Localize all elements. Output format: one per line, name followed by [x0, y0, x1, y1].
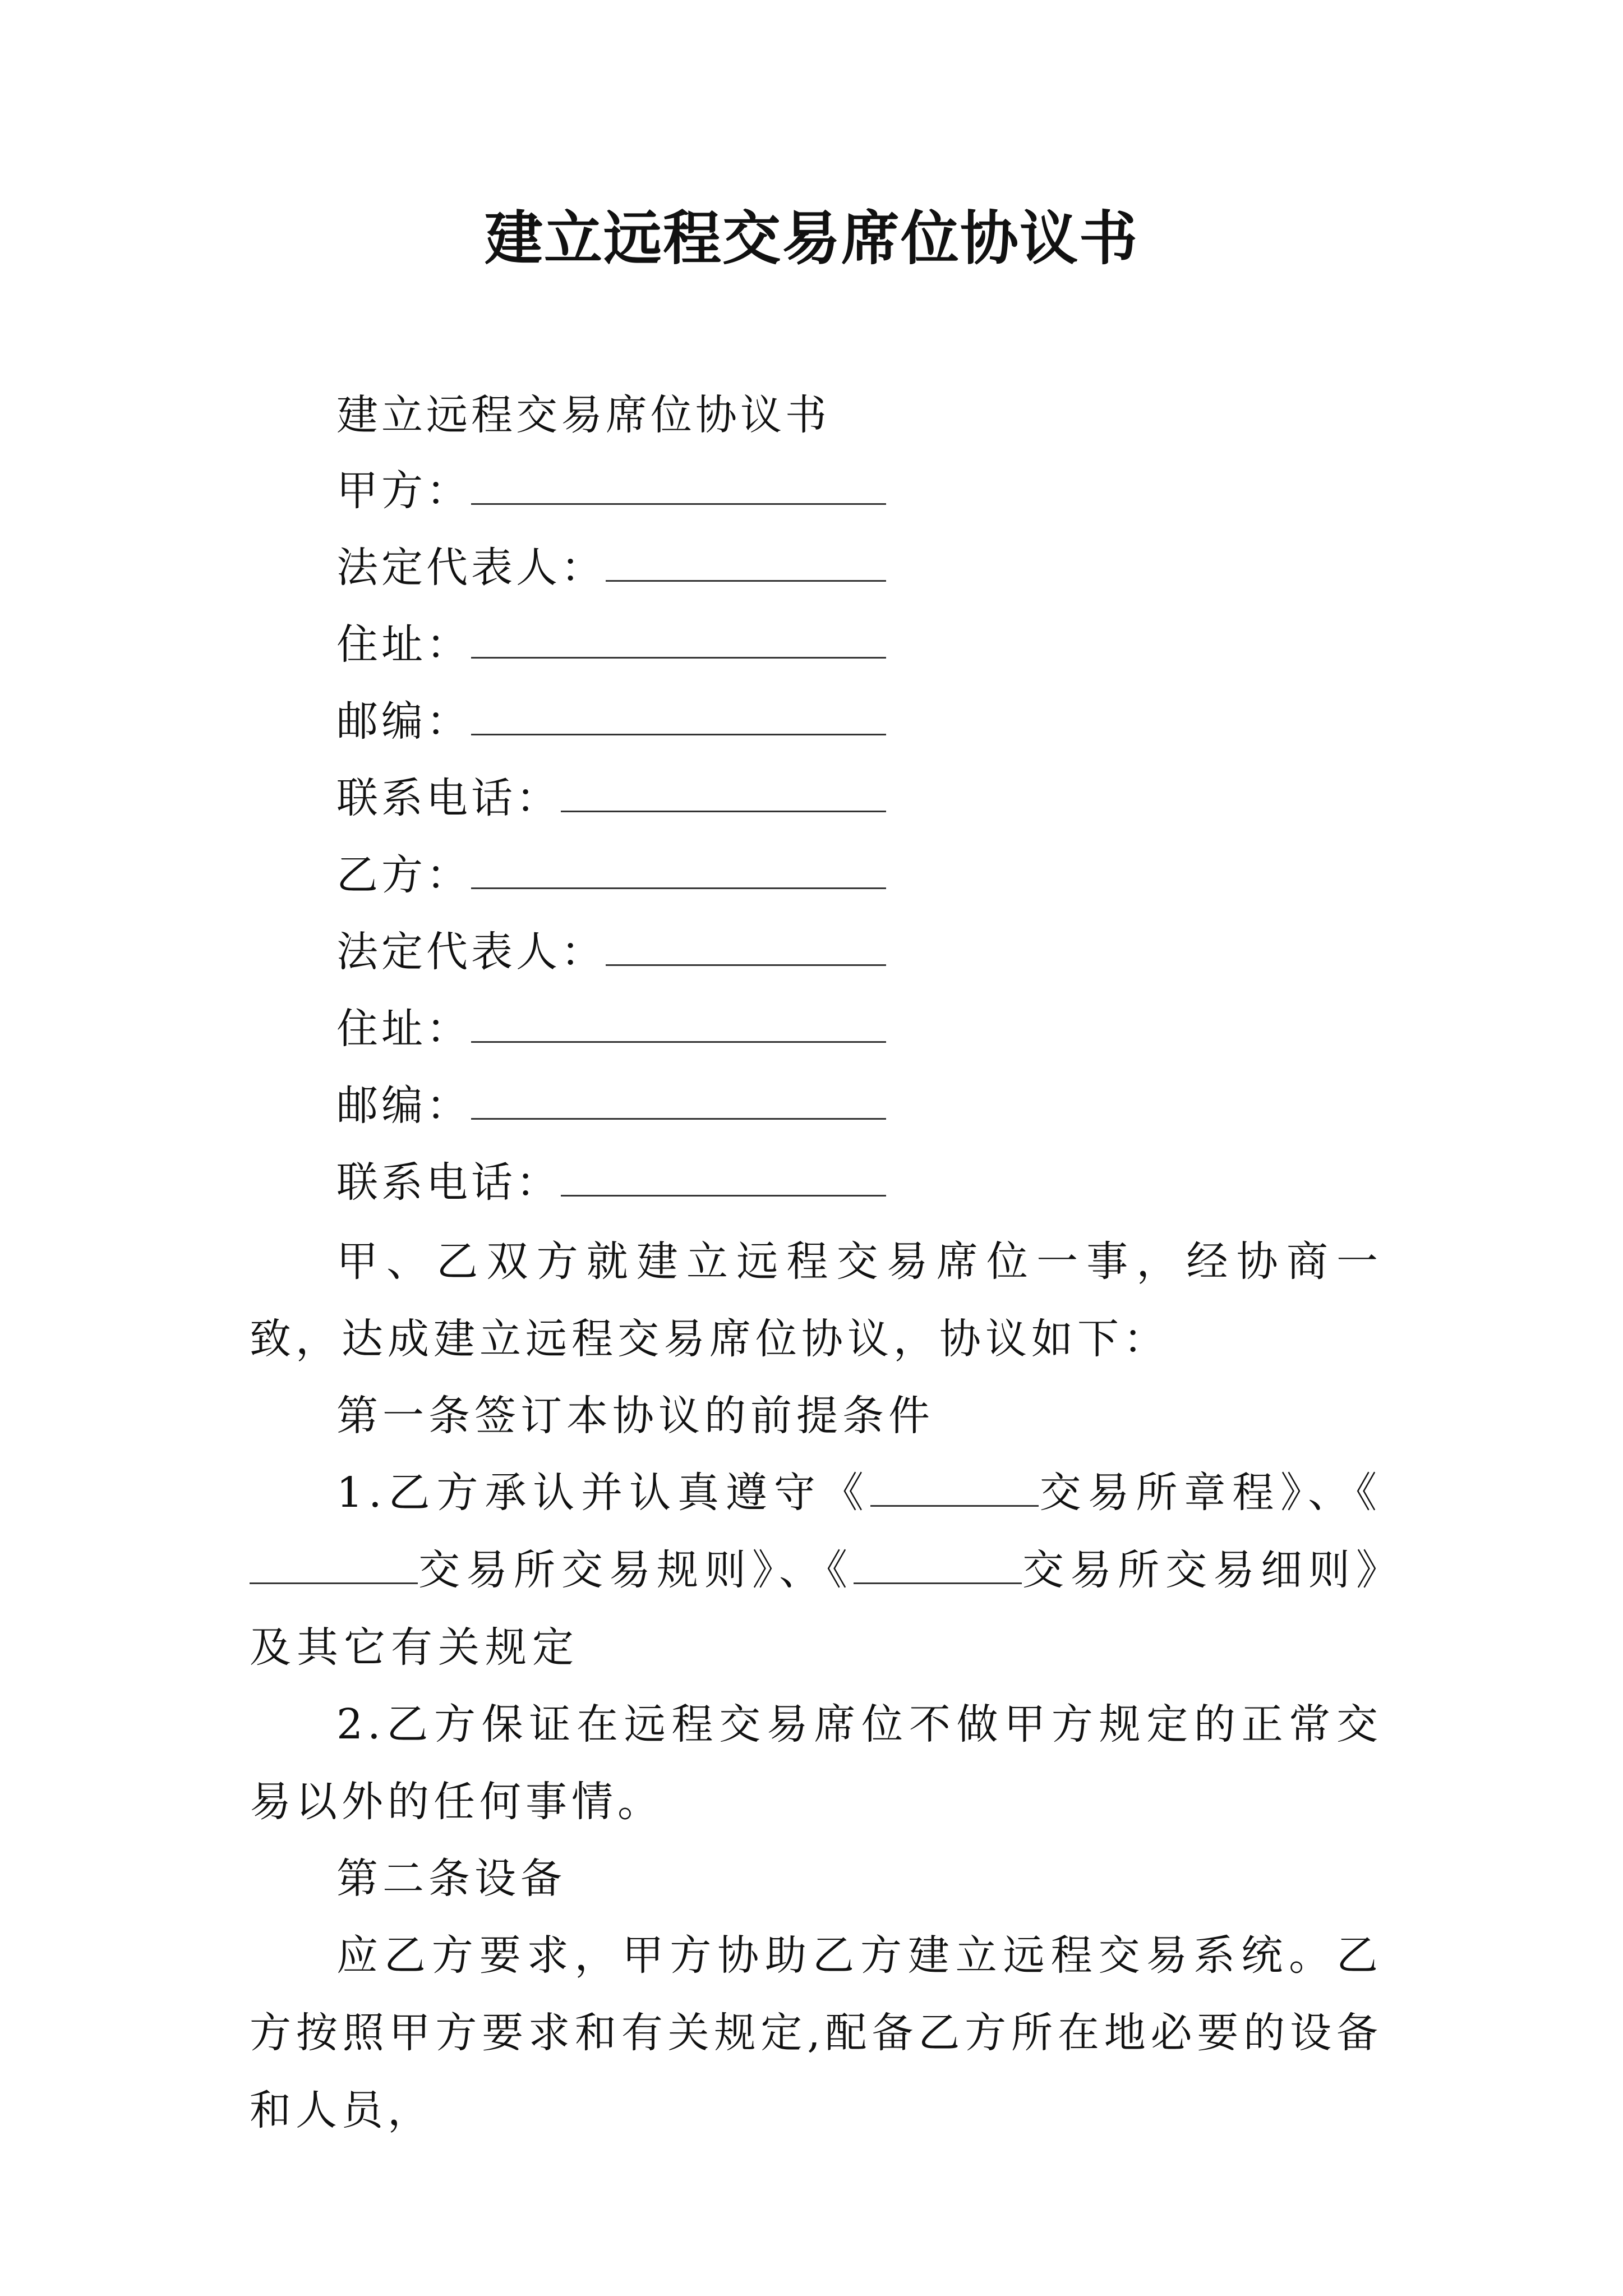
article1-item2: 2.乙方保证在远程交易席位不做甲方规定的正常交易以外的任何事情。: [250, 1700, 1382, 1826]
party-b-name-blank[interactable]: [471, 848, 886, 889]
party-a-postcode-label: 邮编：: [336, 697, 471, 746]
exchange-charter-blank[interactable]: [870, 1466, 1039, 1507]
document-subtitle: 建立远程交易席位协议书: [336, 391, 830, 439]
party-a-phone-label: 联系电话：: [336, 774, 561, 822]
article1-heading: 第一条签订本协议的前提条件: [336, 1392, 934, 1440]
party-a-rep-blank[interactable]: [606, 541, 886, 582]
exchange-rules-blank[interactable]: [250, 1543, 418, 1584]
document-title: 建立远程交易席位协议书: [484, 204, 1138, 273]
party-b-name-field: [336, 847, 886, 903]
party-b-phone-field: [336, 1154, 886, 1211]
party-b-address-field: [336, 1001, 886, 1057]
party-a-address-blank[interactable]: [471, 618, 886, 659]
party-b-phone-label: 联系电话：: [336, 1158, 561, 1207]
article1-item1: [250, 1454, 1382, 1686]
party-b-phone-blank[interactable]: [561, 1156, 886, 1197]
article2-paragraph: 应乙方要求，甲方协助乙方建立远程交易系统。乙方按照甲方要求和有关规定,配备乙方所在地必要的设备和人员，: [250, 1931, 1382, 2134]
party-a-address-field: [336, 616, 886, 673]
party-a-rep-label: 法定代表人：: [336, 544, 606, 592]
party-a-postcode-blank[interactable]: [471, 694, 886, 735]
party-b-postcode-label: 邮编：: [336, 1082, 471, 1130]
article2-heading: 第二条设备: [336, 1855, 566, 1903]
party-b-postcode-field: [336, 1078, 886, 1134]
party-b-rep-label: 法定代表人：: [336, 928, 606, 976]
article1-item1-part-a: 1.乙方承认并认真遵守《: [336, 1469, 870, 1517]
intro-paragraph: 甲、乙双方就建立远程交易席位一事，经协商一致，达成建立远程交易席位协议，协议如下：: [250, 1237, 1382, 1363]
party-b-name-label: 乙方：: [336, 851, 471, 899]
party-a-phone-blank[interactable]: [561, 771, 886, 812]
party-b-rep-field: [336, 924, 886, 980]
party-a-name-label: 甲方：: [336, 467, 471, 515]
party-a-name-field: [336, 463, 886, 519]
party-a-name-blank[interactable]: [471, 464, 886, 505]
party-b-address-label: 住址：: [336, 1005, 471, 1053]
article1-item1-part-c: 交易所交易规则》、《: [418, 1546, 854, 1594]
party-a-postcode-field: [336, 693, 886, 749]
party-b-postcode-blank[interactable]: [471, 1079, 886, 1120]
party-a-phone-field: [336, 770, 886, 826]
party-a-address-label: 住址：: [336, 620, 471, 669]
party-b-address-blank[interactable]: [471, 1002, 886, 1043]
party-a-rep-field: [336, 540, 886, 596]
article1-item1-part-b: 交易所章程》、《: [1038, 1469, 1382, 1517]
party-b-rep-blank[interactable]: [606, 925, 886, 966]
article1-item1-part-d: 交易所交易细则》及其它有关规定: [250, 1546, 1382, 1672]
exchange-details-blank[interactable]: [854, 1543, 1022, 1584]
